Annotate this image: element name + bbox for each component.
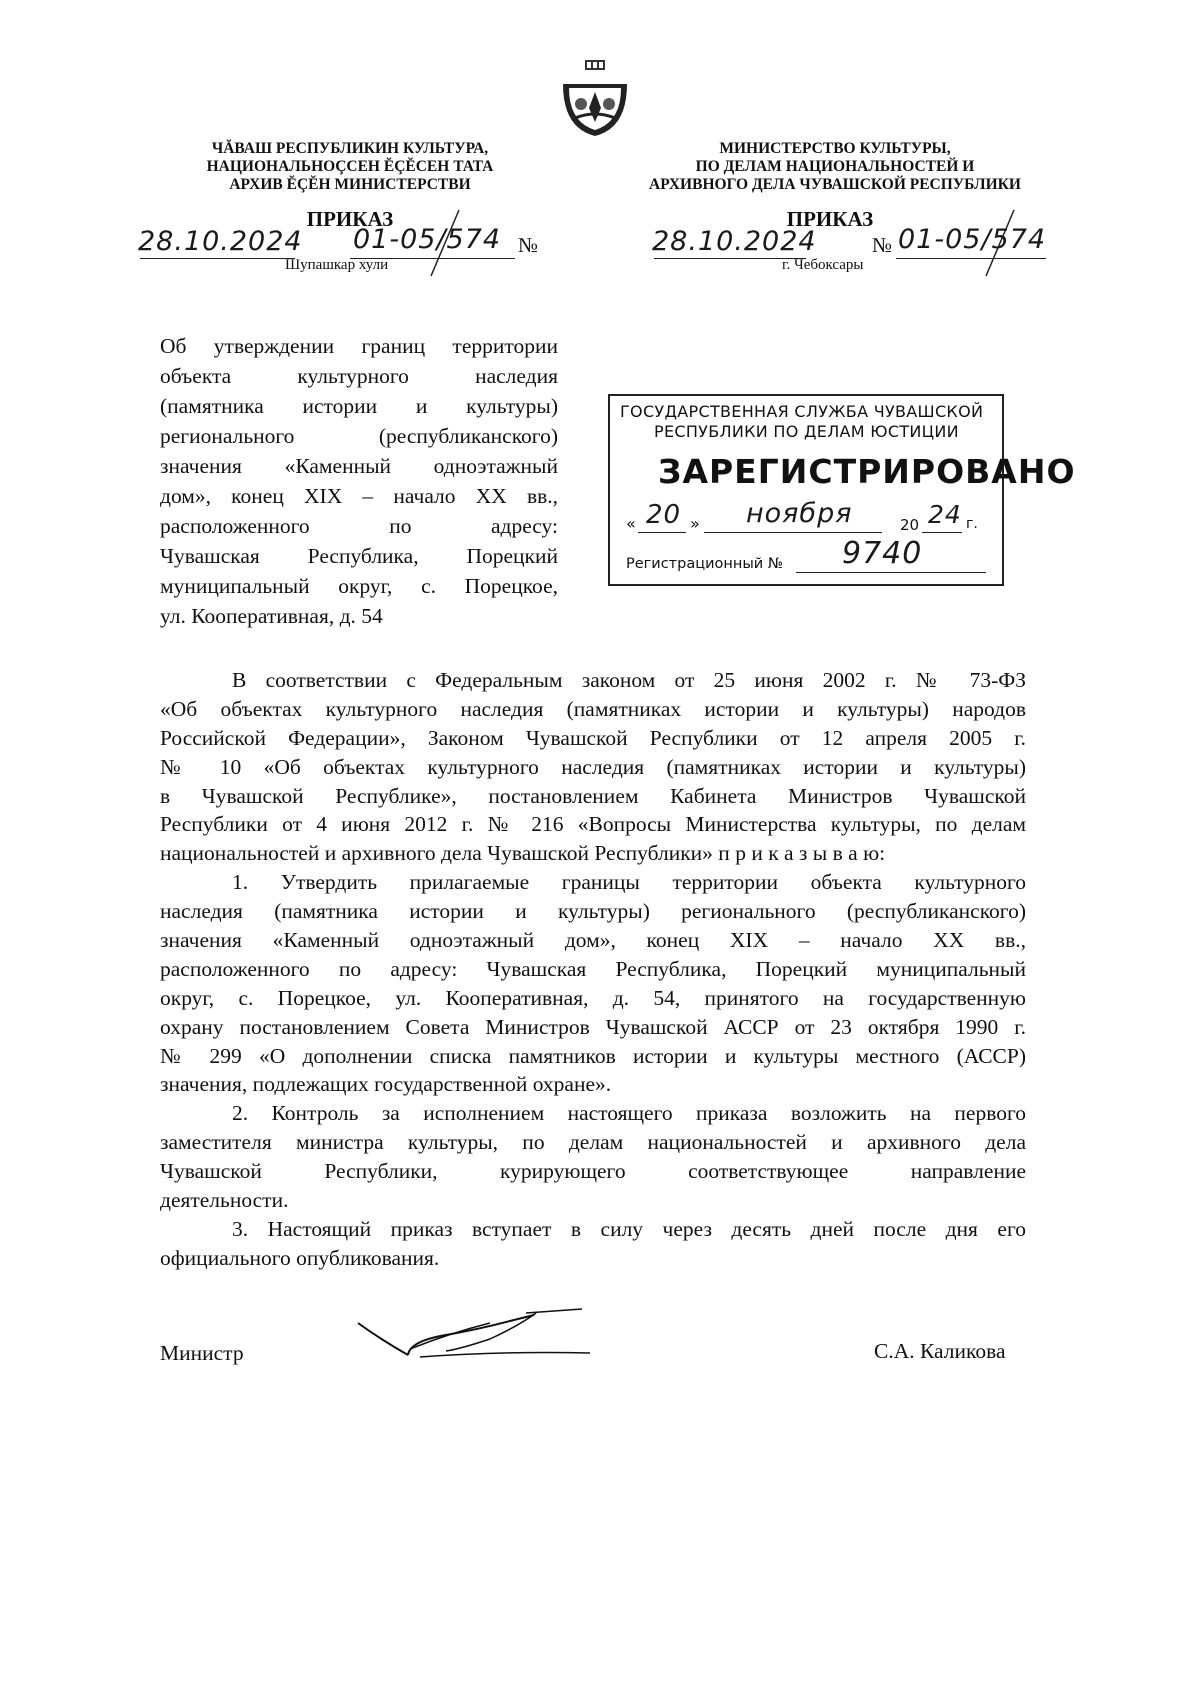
body-line: заместителя министра культуры, по делам национальностей и архивного дела <box>160 1130 1026 1155</box>
header-right-line: МИНИСТЕРСТВО КУЛЬТУРЫ, <box>719 140 951 157</box>
header-left-line: НАЦИОНАЛЬНОÇСЕН ĔÇĔСЕН ТАТА <box>206 158 494 175</box>
right-order-city: г. Чебоксары <box>782 257 864 273</box>
stamp-year-prefix: 20 <box>900 516 920 534</box>
stamp-quote-close: » <box>690 514 700 533</box>
stamp-year-underline <box>922 532 962 533</box>
header-left-line: ЧĂВАШ РЕСПУБЛИКИН КУЛЬТУРА, <box>211 140 489 157</box>
stamp-year-suffix: 24 <box>928 500 962 529</box>
stamp-registered: ЗАРЕГИСТРИРОВАНО <box>658 452 1076 491</box>
document-title <box>160 331 558 631</box>
left-order-label: ПРИКАЗ <box>306 207 394 231</box>
body-line: округ, с. Порецкое, ул. Кооперативная, д. 54, принятого на государственную <box>160 985 1026 1010</box>
body-line: деятельности. <box>160 1188 289 1213</box>
title-line: (памятника истории и культуры) <box>160 394 558 418</box>
left-slash-mark <box>425 208 465 278</box>
header-right-line: ПО ДЕЛАМ НАЦИОНАЛЬНОСТЕЙ И <box>695 158 975 175</box>
stamp-month-underline <box>704 532 882 533</box>
header-right <box>640 140 1030 194</box>
right-order-date: 28.10.2024 <box>652 226 817 257</box>
body-line: 3. Настоящий приказ вступает в силу через десять дней после дня его <box>232 1216 1026 1241</box>
body-line: Чувашской Республики, курирующего соответствующее направление <box>160 1159 1026 1184</box>
body-line: значения, подлежащих государственной охране». <box>160 1072 612 1097</box>
header-left-line: АРХИВ ĔÇĔН МИНИСТЕРСТВИ <box>229 176 471 193</box>
signature-icon <box>350 1305 600 1375</box>
stamp-reg-number: 9740 <box>842 536 923 571</box>
stamp-reg-label: Регистрационный № <box>626 556 783 572</box>
body-line: № 299 «О дополнении списка памятников истории и культуры местного (АССР) <box>160 1043 1026 1068</box>
title-line: расположенного по адресу: <box>160 514 558 538</box>
left-order-no-sign: № <box>518 233 539 257</box>
body-line: охрану постановлением Совета Министров Чувашской АССР от 23 октября 1990 г. <box>160 1014 1026 1039</box>
stamp-line-1: ГОСУДАРСТВЕННАЯ СЛУЖБА ЧУВАШСКОЙ <box>620 402 984 421</box>
body-line: национальностей и архивного дела Чувашской Республики» п р и к а з ы в а ю: <box>160 841 886 866</box>
header-left <box>165 140 535 194</box>
body-line: «Об объектах культурного наследия (памятниках истории и культуры) народов <box>160 696 1026 721</box>
body-line: 1. Утвердить прилагаемые границы территории объекта культурного <box>232 870 1026 895</box>
stamp-day: 20 <box>646 500 682 530</box>
body-line: № 10 «Об объектах культурного наследия (памятниках истории и культуры) <box>160 754 1026 779</box>
title-line: объекта культурного наследия <box>160 364 558 388</box>
stamp-quote-open: « <box>626 514 636 533</box>
title-line: Чувашская Республика, Порецкий <box>160 544 558 568</box>
body-line: официального опубликования. <box>160 1245 440 1270</box>
right-slash-mark <box>980 208 1020 278</box>
title-line: муниципальный округ, с. Порецкое, <box>160 574 558 598</box>
signature-title: Министр <box>160 1341 244 1365</box>
right-order-label: ПРИКАЗ <box>786 207 874 231</box>
right-order-no-sign: № <box>872 233 893 257</box>
body-line: Российской Федерации», Законом Чувашской Республики от 12 апреля 2005 г. <box>160 725 1026 750</box>
stamp-year-unit: г. <box>966 516 978 532</box>
right-order-number: 01-05/574 <box>898 224 1047 255</box>
title-line: ул. Кооперативная, д. 54 <box>160 604 383 628</box>
left-order-number: 01-05/574 <box>353 224 502 255</box>
body-line: значения «Каменный одноэтажный дом», конец XIX – начало XX вв., <box>160 928 1026 953</box>
stamp-line-2: РЕСПУБЛИКИ ПО ДЕЛАМ ЮСТИЦИИ <box>654 422 959 441</box>
left-order-date-underline <box>140 258 295 259</box>
header-right-line: АРХИВНОГО ДЕЛА ЧУВАШСКОЙ РЕСПУБЛИКИ <box>649 176 1021 193</box>
stamp-month: ноября <box>746 498 853 529</box>
left-order-date: 28.10.2024 <box>138 226 303 257</box>
document-body <box>160 666 1026 1273</box>
title-line: Об утверждении границ территории <box>160 334 558 358</box>
emblem-icon <box>555 58 635 138</box>
body-line: наследия (памятника истории и культуры) регионального (республиканского) <box>160 899 1026 924</box>
stamp-reg-underline <box>796 572 986 573</box>
title-line: регионального (республиканского) <box>160 424 558 448</box>
stamp-day-underline <box>638 532 686 533</box>
title-line: значения «Каменный одноэтажный <box>160 454 558 478</box>
body-line: Республики от 4 июня 2012 г. № 216 «Вопросы Министерства культуры, по делам <box>160 812 1026 837</box>
right-order-number-underline <box>896 258 1046 259</box>
body-line: В соответствии с Федеральным законом от 25 июня 2002 г. № 73-ФЗ <box>232 668 1026 692</box>
registration-stamp <box>608 394 1076 586</box>
body-line: в Чувашской Республике», постановлением Кабинета Министров Чувашской <box>160 783 1026 808</box>
body-line: 2. Контроль за исполнением настоящего приказа возложить на первого <box>232 1101 1026 1126</box>
body-line: расположенного по адресу: Чувашская Республика, Порецкий муниципальный <box>160 956 1026 981</box>
signature-name: С.А. Каликова <box>874 1339 1006 1363</box>
title-line: дом», конец XIX – начало XX вв., <box>160 484 558 508</box>
left-order-city: Шупашкар хули <box>285 257 389 273</box>
